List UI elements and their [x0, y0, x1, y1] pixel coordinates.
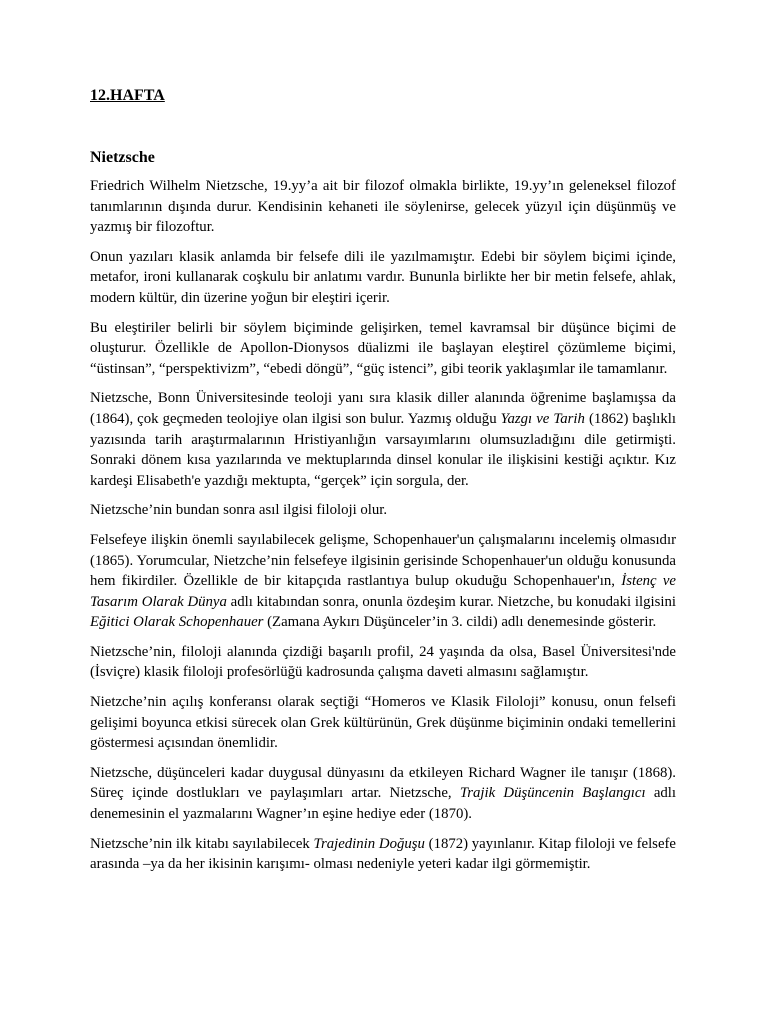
week-title: 12.HAFTA	[90, 87, 165, 104]
paragraph-text: Friedrich Wilhelm Nietzsche, 19.yy’a ait bir filozof olmakla birlikte, 19.yy’ın geleneksel filozof tanımlarının dışında durur. Kendisinin kehaneti ile söylenirse, gelecek yüzyıl için düşünmüş ve yazmış bir filozoftur.	[90, 178, 676, 236]
body-paragraph	[90, 763, 676, 825]
section-title: Nietzsche	[90, 149, 155, 166]
document-body	[90, 84, 676, 884]
body-paragraph	[90, 500, 676, 521]
body-paragraph	[90, 692, 676, 754]
paragraph-list	[90, 176, 676, 875]
paragraph-text: adlı kitabından sonra, onunla özdeşim kurar. Nietzche, bu konudaki ilgisini	[226, 593, 677, 610]
body-paragraph	[90, 642, 676, 683]
body-paragraph	[90, 318, 676, 380]
paragraph-text: adlı denemesinin el yazmalarını Wagner’ın eşine hediye eder (1870).	[90, 785, 677, 823]
paragraph-text: Nietzsche’nin ilk kitabı sayılabilecek	[90, 835, 314, 852]
paragraph-text: (Zamana Aykırı Düşünceler’in 3. cildi) adlı denemesinde gösterir.	[263, 614, 657, 631]
book-title-italic: İstenç ve Tasarım Olarak Dünya	[90, 573, 676, 610]
book-title-italic: Eğitici Olarak Schopenhauer	[90, 614, 264, 631]
paragraph-text: Onun yazıları klasik anlamda bir felsefe dili ile yazılmamıştır. Edebi bir söylem biçimi içinde, metafor, ironi kullanarak coşkulu bir anlatımı vardır. Bununla birlikte her bir metin felsefe, ahlak, modern kültür, din üzerine yoğun bir eleştiri içerir.	[90, 248, 676, 306]
paragraph-text: Bu eleştiriler belirli bir söylem biçiminde gelişirken, temel kavramsal bir düşünce biçimi de oluşturur. Özellikle de Apollon-Dionysos düalizmi ile başlayan eleştirel çözümleme biçimi, “üstinsan”, “perspektivizm”, “ebedi döngü”, “güç istenci”, gibi teorik yaklaşımlar ile tamamlanır.	[90, 319, 676, 377]
body-paragraph	[90, 176, 676, 238]
body-paragraph	[90, 834, 676, 875]
body-paragraph	[90, 247, 676, 309]
paragraph-text: (1872) yayınlanır. Kitap filoloji ve felsefe arasında –ya da her ikisinin karışımı- olması nedeniyle yeteri kadar ilgi görmemiştir.	[90, 835, 677, 873]
paragraph-text: Nietzsche, Bonn Üniversitesinde teoloji yanı sıra klasik diller alanında öğrenime başlamışsa da (1864), çok geçmeden teolojiye olan ilgisi son bulur. Yazmış olduğu	[90, 390, 676, 427]
paragraph-text: Nietzsche, düşünceleri kadar duygusal dünyasını da etkileyen Richard Wagner ile tanışır (1868). Süreç içinde dostlukları ve paylaşımları artar. Nietzsche,	[90, 764, 676, 802]
book-title-italic: Trajedinin Doğuşu	[313, 835, 425, 852]
body-paragraph	[90, 388, 676, 491]
book-title-italic: Trajik Düşüncenin Başlangıcı	[459, 785, 646, 802]
paragraph-text: (1862) başlıklı yazısında tarih araştırmalarının Hristiyanlığın varsayımlarını olumsuzladığını dile getirmişti. Sonraki dönem kısa yazılarında ve mektuplarında dinsel konular ile ilişkisini kestiği açıktır. Kız kardeşi Elisabeth'e yazdığı mektupta, “gerçek” için sorgula, der.	[90, 410, 676, 489]
paragraph-text: Nietzsche’nin, filoloji alanında çizdiği başarılı profil, 24 yaşında da olsa, Basel Üniversitesi'nde (İsviçre) klasik filoloji profesörlüğü kadrosunda çalışma daveti almasını sağlamıştır.	[90, 643, 676, 681]
paragraph-text: Nietzsche’nin bundan sonra asıl ilgisi filoloji olur.	[90, 502, 388, 519]
book-title-italic: Yazgı ve Tarih	[500, 410, 585, 427]
paragraph-text: Felsefeye ilişkin önemli sayılabilecek gelişme, Schopenhauer'un çalışmalarını incelemiş olmasıdır (1865). Yorumcular, Nietzche’nin felsefeye ilgisinin gerisinde Schopenhauer'un olduğu konusunda hem fikirdiler. Özellikle de bir kitapçıda rastlantıya bulup okuduğu Schopenhauer'ın,	[90, 531, 676, 590]
paragraph-text: Nietzche’nin açılış konferansı olarak seçtiği “Homeros ve Klasik Filoloji” konusu, onun felsefi gelişimi boyunca etkisi sürecek olan Grek kültürünün, Grek düşünme biçiminin ondaki temellerini göstermesi açısından önemlidir.	[90, 694, 676, 752]
body-paragraph	[90, 530, 676, 633]
